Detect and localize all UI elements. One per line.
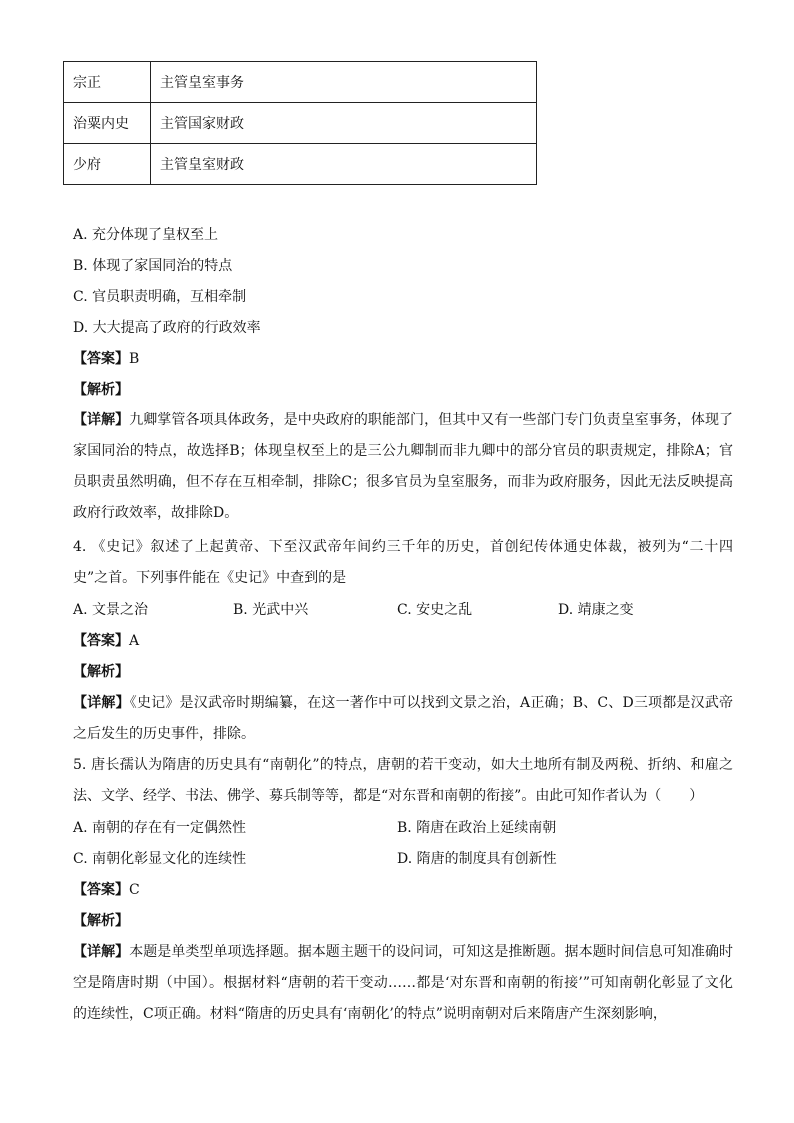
q5-option-c: C. 南朝化彰显文化的连续性 [73,851,247,867]
q3-option-a: A. 充分体现了皇权至上 [73,227,219,243]
q5-detail [73,937,733,1030]
official-name-cell: 宗正 [64,62,151,103]
answer-label: 【答案】 [73,633,129,649]
official-duty-cell: 主管皇室财政 [151,144,537,185]
official-name-cell: 少府 [64,144,151,185]
q4-detail [73,688,733,750]
official-duty-cell: 主管皇室事务 [151,62,537,103]
q4-option-d: D. 靖康之变 [558,602,634,618]
q4-option-b: B. 光武中兴 [233,602,309,618]
detail-text: 九卿掌管各项具体政务，是中央政府的职能部门，但其中又有一些部门专门负责皇室事务，体现了家国同治的特点，故选择B；体现皇权至上的是三公九卿制而非九卿中的部分官员的职责规定，排除A；官员职责虽然明确，但不存在互相牵制，排除C；很多官员为皇室服务，而非为政府服务，因此无法反映提高政府行政效率，故排除D。 [73,412,734,521]
q4-stem: 4. 《史记》叙述了上起黄帝、下至汉武帝年间约三千年的历史，首创纪传体通史体裁，被列为“二十四史”之首。下列事件能在《史记》中查到的是 [73,539,733,586]
table-row [64,103,537,144]
q4-option-c: C. 安史之乱 [397,602,473,618]
q5-option-b: B. 隋唐在政治上延续南朝 [397,820,557,836]
q3-option-d: D. 大大提高了政府的行政效率 [73,320,261,336]
detail-label: 【详解】 [73,412,130,428]
detail-label: 【详解】 [73,695,130,711]
q3-option-c: C. 官员职责明确，互相牵制 [73,289,247,305]
detail-text: 本题是单类型单项选择题。据本题主题干的设问词，可知这是推断题。据本题时间信息可知准确时空是隋唐时期（中国）。根据材料“唐朝的若干变动……都是‘对东晋和南朝的衔接’”可知南朝化彰显了文化的连续性，C项正确。材料“隋唐的历史具有‘南朝化’的特点”说明南朝对后来隋唐产生深刻影响， [73,944,734,1022]
detail-label: 【详解】 [73,944,130,960]
table-row [64,62,537,103]
answer-value: B [129,351,140,367]
answer-label: 【答案】 [73,351,129,367]
q5-answer [73,880,140,900]
q3-option-b: B. 体现了家国同治的特点 [73,258,233,274]
official-duty-cell: 主管国家财政 [151,103,537,144]
answer-value: C [129,882,140,898]
q5-stem: 5. 唐长孺认为隋唐的历史具有“南朝化”的特点，唐朝的若干变动，如大土地所有制及两税、折纳、和雇之法、文学、经学、书法、佛学、募兵制等等，都是“对东晋和南朝的衔接”。由此可知作者认为（ ） [73,757,733,804]
answer-label: 【答案】 [73,882,129,898]
q3-analysis-label: 【解析】 [73,382,129,398]
q4-option-a: A. 文景之治 [73,602,149,618]
official-name-cell: 治粟内史 [64,103,151,144]
q5-option-d: D. 隋唐的制度具有创新性 [397,851,557,867]
q3-answer [73,349,139,369]
detail-text: 《史记》是汉武帝时期编纂，在这一著作中可以找到文景之治，A正确；B、C、D三项都是汉武帝之后发生的历史事件，排除。 [73,695,734,742]
q3-detail [73,405,733,529]
q5-option-a: A. 南朝的存在有一定偶然性 [73,820,247,836]
q4-answer [73,631,139,651]
answer-value: A [129,633,140,649]
q4-analysis-label: 【解析】 [73,664,129,680]
officials-table [63,61,537,185]
table-row [64,144,537,185]
q5-analysis-label: 【解析】 [73,913,129,929]
